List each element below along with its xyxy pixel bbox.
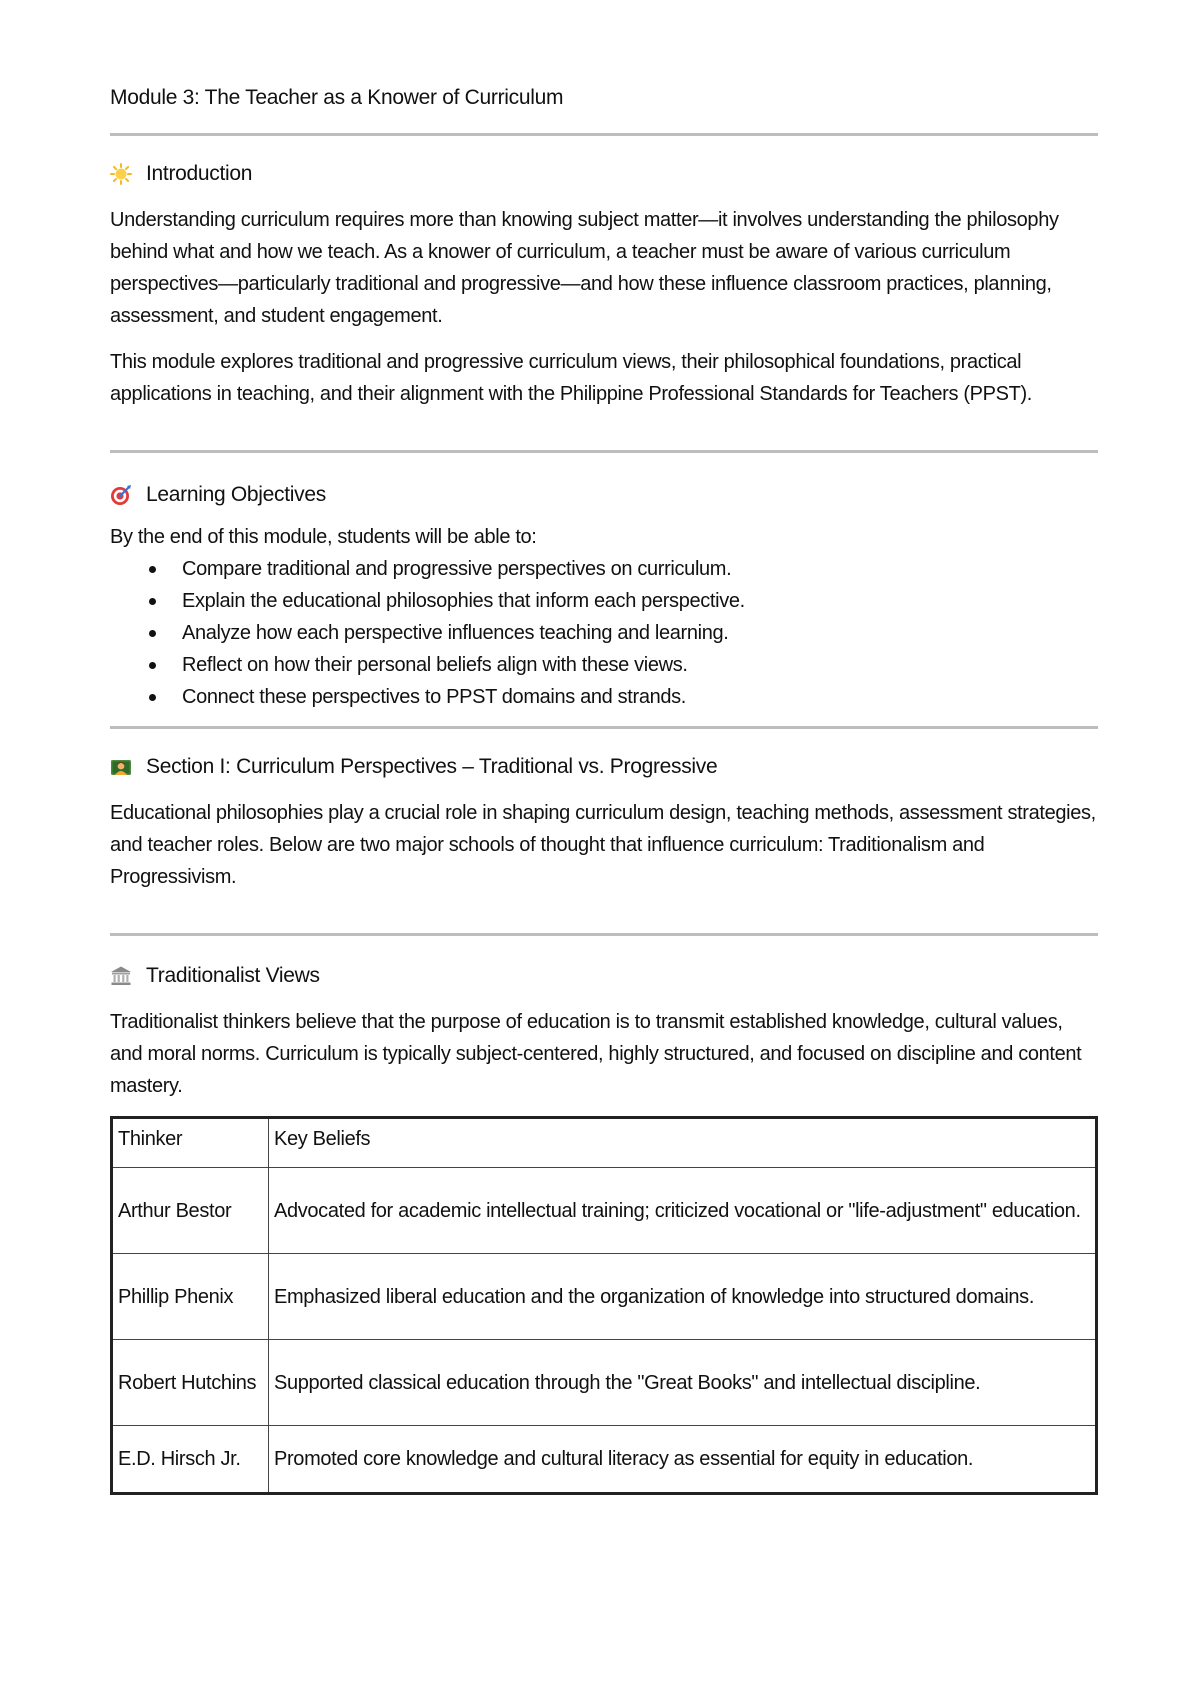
sun-icon [110, 163, 132, 185]
belief-cell: Promoted core knowledge and cultural literacy as essential for equity in education. [269, 1426, 1097, 1494]
document-title: Module 3: The Teacher as a Knower of Curriculum [110, 86, 564, 109]
table-row [112, 1340, 1097, 1426]
divider [110, 133, 1098, 136]
thinkers-table [110, 1116, 1098, 1495]
objectives-list [110, 553, 1098, 713]
list-item: Explain the educational philosophies that inform each perspective. [110, 585, 1098, 617]
belief-cell: Emphasized liberal education and the organization of knowledge into structured domains. [269, 1254, 1097, 1340]
list-item: Analyze how each perspective influences teaching and learning. [110, 617, 1098, 649]
traditionalist-paragraph: Traditionalist thinkers believe that the purpose of education is to transmit established knowledge, cultural values, and moral norms. Curriculum is typically subject-centered, highly structured, and focused on discipline and content mastery. [110, 1011, 1082, 1097]
thinker-cell: Robert Hutchins [112, 1340, 269, 1426]
thinker-cell: E.D. Hirsch Jr. [112, 1426, 269, 1494]
introduction-paragraph: This module explores traditional and progressive curriculum views, their philosophical foundations, practical applications in teaching, and their alignment with the Philippine Professional Standards for Teachers (PPST). [110, 351, 1033, 405]
target-icon [110, 484, 132, 506]
column-header-key-beliefs: Key Beliefs [269, 1118, 1097, 1168]
introduction-heading-text: Introduction [146, 162, 253, 185]
belief-cell: Supported classical education through the "Great Books" and intellectual discipline. [269, 1340, 1097, 1426]
objectives-lead: By the end of this module, students will be able to: [110, 526, 537, 548]
objectives-heading [110, 481, 1098, 509]
divider [110, 726, 1098, 729]
table-row [112, 1168, 1097, 1254]
introduction-heading [110, 160, 1098, 188]
section1-paragraph: Educational philosophies play a crucial role in shaping curriculum design, teaching methods, assessment strategies, and teacher roles. Below are two major schools of thought that influence curriculum: Traditionalism and Progressivism. [110, 802, 1096, 888]
traditionalist-heading-text: Traditionalist Views [146, 964, 320, 987]
table-row [112, 1426, 1097, 1494]
section1-heading [110, 753, 1098, 781]
list-item: Connect these perspectives to PPST domains and strands. [110, 681, 1098, 713]
objectives-heading-text: Learning Objectives [146, 483, 326, 506]
section1-heading-text: Section I: Curriculum Perspectives – Traditional vs. Progressive [146, 755, 718, 778]
list-item: Compare traditional and progressive perspectives on curriculum. [110, 553, 1098, 585]
belief-cell: Advocated for academic intellectual training; criticized vocational or "life-adjustment" education. [269, 1168, 1097, 1254]
thinker-cell: Arthur Bestor [112, 1168, 269, 1254]
table-row [112, 1254, 1097, 1340]
list-item: Reflect on how their personal beliefs align with these views. [110, 649, 1098, 681]
introduction-paragraph: Understanding curriculum requires more than knowing subject matter—it involves understanding the philosophy behind what and how we teach. As a knower of curriculum, a teacher must be aware of various curriculum perspectives—particularly traditional and progressive—and how these influence classroom practices, planning, assessment, and student engagement. [110, 209, 1059, 327]
table-header-row [112, 1118, 1097, 1168]
classical-building-icon [110, 965, 132, 987]
column-header-thinker: Thinker [112, 1118, 269, 1168]
thinker-cell: Phillip Phenix [112, 1254, 269, 1340]
document-page [110, 84, 1098, 1495]
teacher-icon [110, 756, 132, 778]
divider [110, 450, 1098, 453]
traditionalist-heading [110, 962, 1098, 990]
divider [110, 933, 1098, 936]
